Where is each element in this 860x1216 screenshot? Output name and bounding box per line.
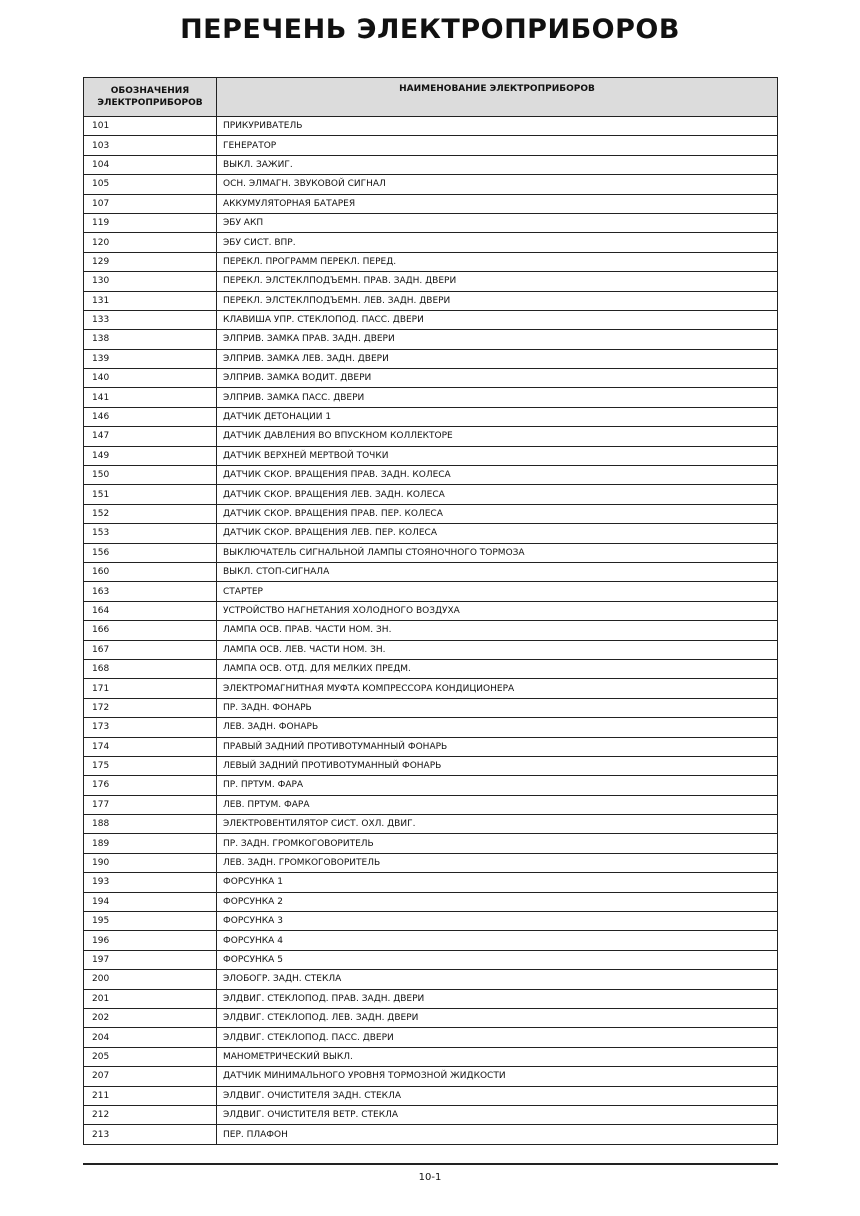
device-name-cell: ЛЕВ. ПРТУМ. ФАРА bbox=[217, 795, 778, 814]
device-name-cell: ПЕРЕКЛ. ЭЛСТЕКЛПОДЪЕМН. ЛЕВ. ЗАДН. ДВЕРИ bbox=[217, 291, 778, 310]
device-name-cell: ФОРСУНКА 2 bbox=[217, 892, 778, 911]
device-code-cell: 194 bbox=[84, 892, 217, 911]
table-row bbox=[84, 815, 778, 834]
device-code-cell: 130 bbox=[84, 272, 217, 291]
device-code-cell: 151 bbox=[84, 485, 217, 504]
device-code-cell: 173 bbox=[84, 718, 217, 737]
table-row bbox=[84, 659, 778, 678]
device-name-cell: ПЕРЕКЛ. ЭЛСТЕКЛПОДЪЕМН. ПРАВ. ЗАДН. ДВЕРИ bbox=[217, 272, 778, 291]
device-name-cell: ЛЕВ. ЗАДН. ГРОМКОГОВОРИТЕЛЬ bbox=[217, 853, 778, 872]
table-row bbox=[84, 155, 778, 174]
device-name-cell: ФОРСУНКА 4 bbox=[217, 931, 778, 950]
device-code-cell: 150 bbox=[84, 466, 217, 485]
device-name-cell: ЭЛПРИВ. ЗАМКА ПАСС. ДВЕРИ bbox=[217, 388, 778, 407]
device-name-cell: ДАТЧИК СКОР. ВРАЩЕНИЯ ПРАВ. ПЕР. КОЛЕСА bbox=[217, 504, 778, 523]
table-row bbox=[84, 524, 778, 543]
table-row bbox=[84, 1067, 778, 1086]
device-name-cell: ЭЛЕКТРОВЕНТИЛЯТОР СИСТ. ОХЛ. ДВИГ. bbox=[217, 815, 778, 834]
device-name-cell: ЭЛОБОГР. ЗАДН. СТЕКЛА bbox=[217, 970, 778, 989]
device-code-cell: 195 bbox=[84, 912, 217, 931]
table-row bbox=[84, 718, 778, 737]
device-name-cell: МАНОМЕТРИЧЕСКИЙ ВЫКЛ. bbox=[217, 1047, 778, 1066]
column-header-code: ОБОЗНАЧЕНИЯ ЭЛЕКТРОПРИБОРОВ bbox=[84, 78, 217, 117]
device-name-cell: ЭЛДВИГ. СТЕКЛОПОД. ПРАВ. ЗАДН. ДВЕРИ bbox=[217, 989, 778, 1008]
footer-divider bbox=[83, 1163, 778, 1165]
device-code-cell: 152 bbox=[84, 504, 217, 523]
device-code-cell: 193 bbox=[84, 873, 217, 892]
device-name-cell: ЭЛДВИГ. ОЧИСТИТЕЛЯ ВЕТР. СТЕКЛА bbox=[217, 1105, 778, 1124]
device-name-cell: ДАТЧИК ДЕТОНАЦИИ 1 bbox=[217, 407, 778, 426]
device-name-cell: ЭБУ АКП bbox=[217, 213, 778, 232]
device-code-cell: 140 bbox=[84, 369, 217, 388]
devices-table bbox=[83, 77, 778, 1145]
table-row bbox=[84, 349, 778, 368]
device-code-cell: 211 bbox=[84, 1086, 217, 1105]
device-name-cell: ЛАМПА ОСВ. ПРАВ. ЧАСТИ НОМ. ЗН. bbox=[217, 621, 778, 640]
device-code-cell: 153 bbox=[84, 524, 217, 543]
table-row bbox=[84, 679, 778, 698]
device-code-cell: 146 bbox=[84, 407, 217, 426]
table-row bbox=[84, 737, 778, 756]
device-name-cell: АККУМУЛЯТОРНАЯ БАТАРЕЯ bbox=[217, 194, 778, 213]
device-name-cell: ФОРСУНКА 1 bbox=[217, 873, 778, 892]
table-row bbox=[84, 136, 778, 155]
table-row bbox=[84, 1125, 778, 1144]
device-name-cell: ДАТЧИК МИНИМАЛЬНОГО УРОВНЯ ТОРМОЗНОЙ ЖИДКОСТИ bbox=[217, 1067, 778, 1086]
table-row bbox=[84, 853, 778, 872]
table-row bbox=[84, 369, 778, 388]
table-row bbox=[84, 213, 778, 232]
device-code-cell: 119 bbox=[84, 213, 217, 232]
page-title: ПЕРЕЧЕНЬ ЭЛЕКТРОПРИБОРОВ bbox=[180, 14, 680, 45]
table-row bbox=[84, 1086, 778, 1105]
device-name-cell: ДАТЧИК ДАВЛЕНИЯ ВО ВПУСКНОМ КОЛЛЕКТОРЕ bbox=[217, 427, 778, 446]
device-name-cell: ВЫКЛЮЧАТЕЛЬ СИГНАЛЬНОЙ ЛАМПЫ СТОЯНОЧНОГО ТОРМОЗА bbox=[217, 543, 778, 562]
table-row bbox=[84, 562, 778, 581]
table-row bbox=[84, 621, 778, 640]
table-row bbox=[84, 252, 778, 271]
device-name-cell: ЛАМПА ОСВ. ОТД. ДЛЯ МЕЛКИХ ПРЕДМ. bbox=[217, 659, 778, 678]
device-name-cell: УСТРОЙСТВО НАГНЕТАНИЯ ХОЛОДНОГО ВОЗДУХА bbox=[217, 601, 778, 620]
device-name-cell: ПР. ЗАДН. ФОНАРЬ bbox=[217, 698, 778, 717]
device-code-cell: 213 bbox=[84, 1125, 217, 1144]
device-code-cell: 204 bbox=[84, 1028, 217, 1047]
device-name-cell: ДАТЧИК ВЕРХНЕЙ МЕРТВОЙ ТОЧКИ bbox=[217, 446, 778, 465]
table-row bbox=[84, 1028, 778, 1047]
device-code-cell: 201 bbox=[84, 989, 217, 1008]
device-code-cell: 190 bbox=[84, 853, 217, 872]
device-code-cell: 212 bbox=[84, 1105, 217, 1124]
page-number: 10-1 bbox=[418, 1172, 442, 1183]
device-name-cell: ПРИКУРИВАТЕЛЬ bbox=[217, 117, 778, 136]
device-code-cell: 101 bbox=[84, 117, 217, 136]
device-name-cell: ФОРСУНКА 3 bbox=[217, 912, 778, 931]
device-name-cell: КЛАВИША УПР. СТЕКЛОПОД. ПАСС. ДВЕРИ bbox=[217, 310, 778, 329]
table-row bbox=[84, 640, 778, 659]
table-row bbox=[84, 310, 778, 329]
device-code-cell: 188 bbox=[84, 815, 217, 834]
table-row bbox=[84, 194, 778, 213]
table-row bbox=[84, 427, 778, 446]
table-row bbox=[84, 466, 778, 485]
device-name-cell: ПЕРЕКЛ. ПРОГРАММ ПЕРЕКЛ. ПЕРЕД. bbox=[217, 252, 778, 271]
device-name-cell: ЛЕВЫЙ ЗАДНИЙ ПРОТИВОТУМАННЫЙ ФОНАРЬ bbox=[217, 756, 778, 775]
device-name-cell: ЛЕВ. ЗАДН. ФОНАРЬ bbox=[217, 718, 778, 737]
device-name-cell: ВЫКЛ. ЗАЖИГ. bbox=[217, 155, 778, 174]
device-code-cell: 177 bbox=[84, 795, 217, 814]
device-code-cell: 189 bbox=[84, 834, 217, 853]
device-name-cell: ЭЛПРИВ. ЗАМКА ПРАВ. ЗАДН. ДВЕРИ bbox=[217, 330, 778, 349]
table-row bbox=[84, 407, 778, 426]
table-row bbox=[84, 485, 778, 504]
table-row bbox=[84, 272, 778, 291]
device-name-cell: СТАРТЕР bbox=[217, 582, 778, 601]
device-name-cell: ДАТЧИК СКОР. ВРАЩЕНИЯ ЛЕВ. ЗАДН. КОЛЕСА bbox=[217, 485, 778, 504]
table-row bbox=[84, 756, 778, 775]
device-name-cell: ЭЛЕКТРОМАГНИТНАЯ МУФТА КОМПРЕССОРА КОНДИЦИОНЕРА bbox=[217, 679, 778, 698]
device-name-cell: ДАТЧИК СКОР. ВРАЩЕНИЯ ПРАВ. ЗАДН. КОЛЕСА bbox=[217, 466, 778, 485]
device-name-cell: ЭЛПРИВ. ЗАМКА ЛЕВ. ЗАДН. ДВЕРИ bbox=[217, 349, 778, 368]
device-code-cell: 147 bbox=[84, 427, 217, 446]
device-code-cell: 200 bbox=[84, 970, 217, 989]
table-row bbox=[84, 970, 778, 989]
device-code-cell: 205 bbox=[84, 1047, 217, 1066]
device-name-cell: ПР. ПРТУМ. ФАРА bbox=[217, 776, 778, 795]
table-row bbox=[84, 601, 778, 620]
device-code-cell: 167 bbox=[84, 640, 217, 659]
table-row bbox=[84, 989, 778, 1008]
table-body bbox=[84, 117, 778, 1145]
device-name-cell: ЭЛДВИГ. ОЧИСТИТЕЛЯ ЗАДН. СТЕКЛА bbox=[217, 1086, 778, 1105]
device-code-cell: 160 bbox=[84, 562, 217, 581]
table-row bbox=[84, 698, 778, 717]
table-row bbox=[84, 117, 778, 136]
device-name-cell: ОСН. ЭЛМАГН. ЗВУКОВОЙ СИГНАЛ bbox=[217, 175, 778, 194]
table-row bbox=[84, 834, 778, 853]
table-row bbox=[84, 873, 778, 892]
table-row bbox=[84, 388, 778, 407]
device-code-cell: 163 bbox=[84, 582, 217, 601]
device-code-cell: 168 bbox=[84, 659, 217, 678]
device-code-cell: 172 bbox=[84, 698, 217, 717]
device-code-cell: 171 bbox=[84, 679, 217, 698]
device-name-cell: ПЕР. ПЛАФОН bbox=[217, 1125, 778, 1144]
device-code-cell: 174 bbox=[84, 737, 217, 756]
table-row bbox=[84, 291, 778, 310]
table-row bbox=[84, 504, 778, 523]
device-code-cell: 149 bbox=[84, 446, 217, 465]
device-code-cell: 175 bbox=[84, 756, 217, 775]
device-code-cell: 196 bbox=[84, 931, 217, 950]
device-code-cell: 138 bbox=[84, 330, 217, 349]
device-name-cell: ФОРСУНКА 5 bbox=[217, 950, 778, 969]
device-name-cell: ГЕНЕРАТОР bbox=[217, 136, 778, 155]
device-code-cell: 207 bbox=[84, 1067, 217, 1086]
table-row bbox=[84, 446, 778, 465]
device-code-cell: 104 bbox=[84, 155, 217, 174]
device-code-cell: 139 bbox=[84, 349, 217, 368]
device-name-cell: ДАТЧИК СКОР. ВРАЩЕНИЯ ЛЕВ. ПЕР. КОЛЕСА bbox=[217, 524, 778, 543]
table-row bbox=[84, 776, 778, 795]
device-name-cell: ПР. ЗАДН. ГРОМКОГОВОРИТЕЛЬ bbox=[217, 834, 778, 853]
device-name-cell: ЛАМПА ОСВ. ЛЕВ. ЧАСТИ НОМ. ЗН. bbox=[217, 640, 778, 659]
table-row bbox=[84, 233, 778, 252]
device-name-cell: ЭБУ СИСТ. ВПР. bbox=[217, 233, 778, 252]
device-name-cell: ЭЛДВИГ. СТЕКЛОПОД. ПАСС. ДВЕРИ bbox=[217, 1028, 778, 1047]
table-header-row bbox=[84, 78, 778, 117]
table-row bbox=[84, 931, 778, 950]
device-name-cell: ЭЛПРИВ. ЗАМКА ВОДИТ. ДВЕРИ bbox=[217, 369, 778, 388]
device-code-cell: 129 bbox=[84, 252, 217, 271]
device-code-cell: 133 bbox=[84, 310, 217, 329]
table-row bbox=[84, 1047, 778, 1066]
device-name-cell: ВЫКЛ. СТОП-СИГНАЛА bbox=[217, 562, 778, 581]
device-code-cell: 120 bbox=[84, 233, 217, 252]
device-code-cell: 202 bbox=[84, 1008, 217, 1027]
table-row bbox=[84, 1008, 778, 1027]
table-row bbox=[84, 1105, 778, 1124]
table-row bbox=[84, 175, 778, 194]
device-name-cell: ПРАВЫЙ ЗАДНИЙ ПРОТИВОТУМАННЫЙ ФОНАРЬ bbox=[217, 737, 778, 756]
table-row bbox=[84, 330, 778, 349]
table-row bbox=[84, 582, 778, 601]
table-row bbox=[84, 912, 778, 931]
table-row bbox=[84, 795, 778, 814]
table-row bbox=[84, 950, 778, 969]
device-name-cell: ЭЛДВИГ. СТЕКЛОПОД. ЛЕВ. ЗАДН. ДВЕРИ bbox=[217, 1008, 778, 1027]
device-code-cell: 103 bbox=[84, 136, 217, 155]
table-row bbox=[84, 892, 778, 911]
device-code-cell: 197 bbox=[84, 950, 217, 969]
device-code-cell: 105 bbox=[84, 175, 217, 194]
device-code-cell: 156 bbox=[84, 543, 217, 562]
column-header-name: НАИМЕНОВАНИЕ ЭЛЕКТРОПРИБОРОВ bbox=[217, 78, 778, 117]
device-code-cell: 164 bbox=[84, 601, 217, 620]
device-code-cell: 141 bbox=[84, 388, 217, 407]
device-code-cell: 176 bbox=[84, 776, 217, 795]
device-code-cell: 107 bbox=[84, 194, 217, 213]
device-code-cell: 131 bbox=[84, 291, 217, 310]
table-row bbox=[84, 543, 778, 562]
device-code-cell: 166 bbox=[84, 621, 217, 640]
